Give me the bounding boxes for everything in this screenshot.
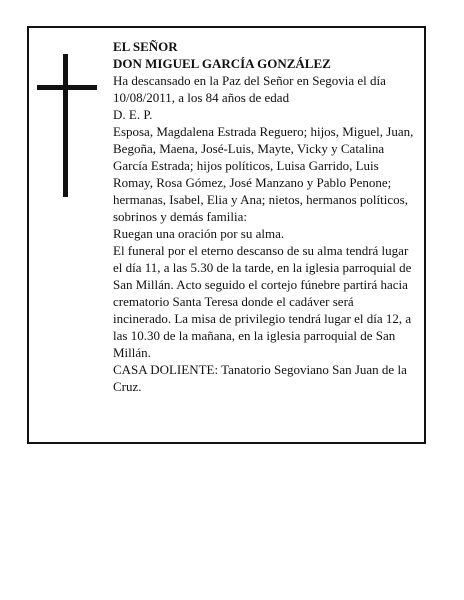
deceased-name: DON MIGUEL GARCÍA GONZÁLEZ <box>113 56 331 71</box>
notice-title: EL SEÑOR <box>113 39 178 54</box>
death-announcement: Ha descansado en la Paz del Señor en Segovia el día 10/08/2011, a los 84 años de edad <box>113 73 386 105</box>
cross-vertical-bar <box>63 54 68 197</box>
latin-cross-icon <box>37 54 97 197</box>
funeral-details: El funeral por el eterno descanso de su alma tendrá lugar el día 11, a las 5.30 de la tarde, en la iglesia parroquial de San Millán. Acto seguido el cortejo fúnebre partirá hacia crematorio Santa Teresa donde el cadáver será incinerado. La misa de privilegio tendrá lugar el día 12, a las 10.30 de la mañana, en la iglesia parroquial de San Millán. <box>113 243 412 360</box>
obituary-text <box>113 38 415 395</box>
mourning-house: CASA DOLIENTE: Tanatorio Segoviano San Juan de la Cruz. <box>113 362 407 394</box>
family-list: Esposa, Magdalena Estrada Reguero; hijos, Miguel, Juan, Begoña, Maena, José-Luis, Mayte, Vicky y Catalina García Estrada; hijos políticos, Luisa Garrido, Luis Romay, Rosa Gómez, José Manzano y Pablo Penone; hermanas, Isabel, Elia y Ana; nietos, hermanos políticos, sobrinos y demás familia: <box>113 124 414 224</box>
prayer-request: Ruegan una oración por su alma. <box>113 226 285 241</box>
cross-horizontal-bar <box>37 85 97 90</box>
rip-line: D. E. P. <box>113 107 153 122</box>
